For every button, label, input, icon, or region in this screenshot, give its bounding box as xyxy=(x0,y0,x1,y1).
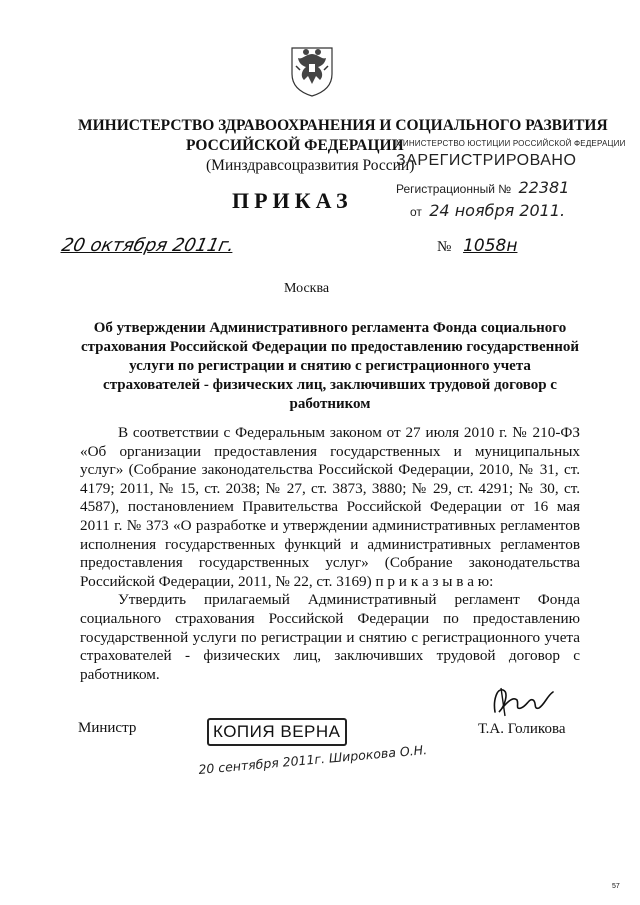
stamp-reg-label: Регистрационный № xyxy=(396,182,512,196)
body-paragraph-2: Утвердить прилагаемый Административный регламент Фонда социального страхования Российской Федерации по предоставлению государственной услуги по регистрации и снятию с регистрационного учета страхователей - физических лиц, заключивших трудовой договор с работником. xyxy=(80,591,580,683)
stamp-date-value: 24 ноября 2011. xyxy=(429,201,566,220)
body-paragraph-1: В соответствии с Федеральным законом от 27 июля 2010 г. № 210-ФЗ «Об организации предоставления государственных и муниципальных услуг» (Собрание законодательства Российской Федерации, 2010, № 31, ст. 4179; 2011, № 15, ст. 2038; № 27, ст. 3873, 3880; № 29, ст. 4291; № 30, ст. 4587), постановлением Правительства Российской Федерации от 16 мая 2011 г. № 373 «О разработке и утверждении административных регламентов исполнения государственных функций и административных регламентов предоставления государственных услуг» (Собрание законодательства Российской Федерации, 2011, № 22, ст. 3169) п р и к а з ы в а ю: xyxy=(80,424,580,590)
coat-of-arms-icon xyxy=(286,40,338,98)
order-number xyxy=(437,236,517,256)
stamp-header: МИНИСТЕРСТВО ЮСТИЦИИ РОССИЙСКОЙ ФЕДЕРАЦИИ xyxy=(396,139,626,148)
order-number-label: № xyxy=(437,239,452,255)
signatory-position: Министр xyxy=(78,720,137,736)
signatory-name: Т.А. Голикова xyxy=(478,721,566,737)
ministry-name-line2: РОССИЙСКОЙ ФЕДЕРАЦИИ xyxy=(186,137,404,154)
order-body xyxy=(80,424,580,684)
stamp-date-prefix: от xyxy=(410,205,422,219)
document-title: ПРИКАЗ xyxy=(232,188,353,213)
order-date: 20 октября 2011г. xyxy=(59,235,237,256)
copy-certified-stamp: КОПИЯ ВЕРНА xyxy=(207,718,347,746)
stamp-date-row xyxy=(396,201,608,220)
handwritten-signature xyxy=(487,682,559,722)
stamp-reg-number: 22381 xyxy=(518,178,570,197)
page-number: 57 xyxy=(612,883,620,890)
ministry-name-line1: МИНИСТЕРСТВО ЗДРАВООХРАНЕНИЯ И СОЦИАЛЬНОГО РАЗВИТИЯ xyxy=(78,117,608,134)
copy-handwritten-note: 20 сентября 2011г. Широкова О.Н. xyxy=(197,742,428,777)
ministry-short-name: (Минздравсоцразвития России) xyxy=(206,157,415,174)
stamp-reg-row xyxy=(396,178,608,197)
order-number-value: 1058н xyxy=(463,236,518,256)
order-subject: Об утверждении Административного регламента Фонда социального страхования Российской Федерации по предоставлению государственной услуги по регистрации и снятию с регистрационного учета страхователей - физических лиц, заключивших трудовой договор с работником xyxy=(80,320,580,412)
city: Москва xyxy=(284,281,330,296)
registration-stamp xyxy=(396,139,626,221)
stamp-status: ЗАРЕГИСТРИРОВАНО xyxy=(396,152,577,169)
